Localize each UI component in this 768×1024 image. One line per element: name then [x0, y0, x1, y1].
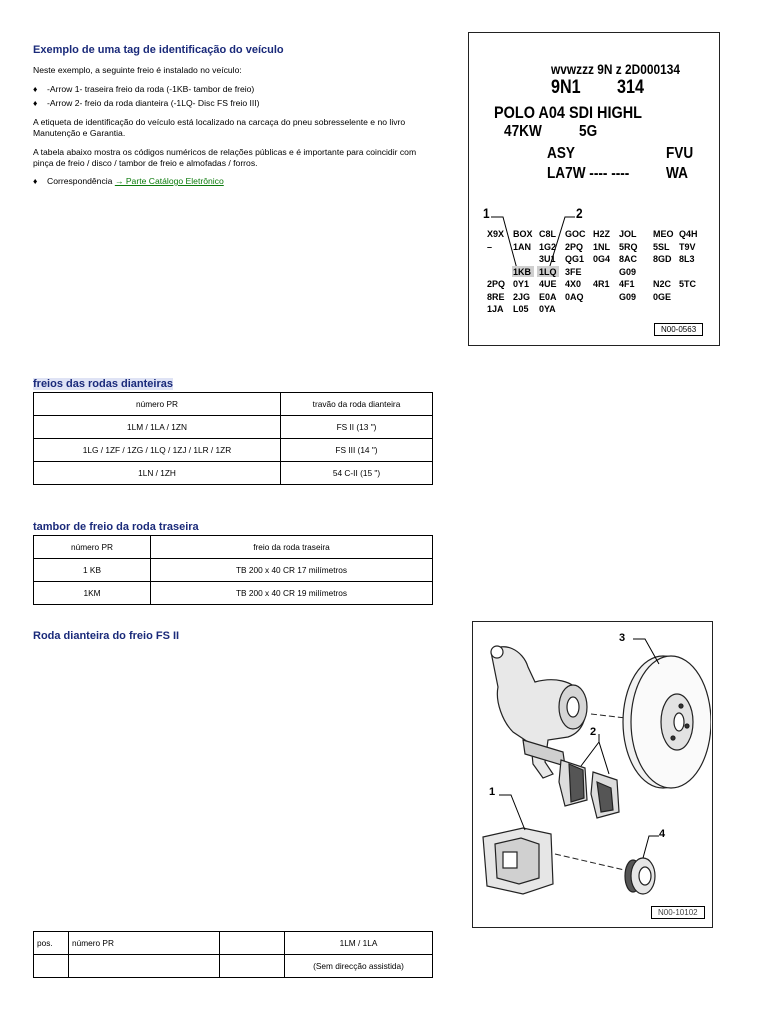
- table-row: [34, 439, 433, 462]
- pr-code: C8L: [539, 229, 557, 239]
- table-header: número PR: [34, 536, 151, 559]
- pr-code: 4UE: [539, 279, 557, 289]
- pr-code: 4X0: [565, 279, 582, 289]
- pr-code: MEO: [653, 229, 674, 239]
- table-cell: [69, 955, 220, 978]
- section-title-fs2: Roda dianteira do freio FS II: [33, 630, 180, 642]
- table-header-row: [34, 536, 433, 559]
- pr-code: QG1: [565, 254, 585, 264]
- pr-code: 2JG: [513, 291, 531, 302]
- diamond-bullet-icon: ♦: [33, 84, 38, 94]
- pr-code: G09: [619, 291, 637, 302]
- pr-code: 0AQ: [565, 291, 584, 302]
- table-row: [34, 582, 433, 605]
- table-header: travão da roda dianteira: [281, 393, 433, 416]
- table-cell: 1 KB: [34, 559, 151, 582]
- brake-assembly-figure: [472, 621, 713, 928]
- table-cell: (Sem direcção assistida): [285, 955, 433, 978]
- tag-model-name: POLO A04 SDI HIGHL: [494, 103, 643, 122]
- table-cell: FS III (14 "): [281, 439, 433, 462]
- pr-code: BOX: [513, 229, 533, 239]
- table-cell: FS II (13 "): [281, 416, 433, 439]
- table-cell: pos.: [34, 932, 69, 955]
- table-row: [34, 932, 433, 955]
- table-cell: [34, 955, 69, 978]
- callout-label-2: 2: [590, 726, 597, 738]
- pr-code: 4F1: [619, 279, 635, 289]
- pr-code: 3FE: [565, 266, 582, 277]
- table-cell: 1LG / 1ZF / 1ZG / 1LQ / 1ZJ / 1LR / 1ZR: [34, 439, 281, 462]
- tag-model-code: 9N1: [551, 77, 581, 98]
- pr-code: –: [487, 241, 493, 252]
- tag-model-number: 314: [617, 77, 644, 98]
- pr-code: L05: [513, 304, 529, 314]
- diamond-bullet-icon: ♦: [33, 176, 38, 186]
- bullet-item: ♦ -Arrow 2- freio da roda dianteira (-1LQ- Disc FS freio III): [33, 98, 260, 108]
- arrow-label-1: 1: [483, 205, 490, 221]
- pr-code: N2C: [653, 279, 672, 289]
- figure-ref-tag: N00-0563: [654, 323, 703, 336]
- pr-code: 5RQ: [619, 241, 638, 252]
- table-cell: 1LM / 1LA / 1ZN: [34, 416, 281, 439]
- bullet-item: ♦ -Arrow 1- traseira freio da roda (-1KB- tambor de freio): [33, 84, 255, 94]
- tag-vin-line: wvwzzz 9N z 2D000134: [551, 61, 680, 77]
- table-row: [34, 462, 433, 485]
- rear-drum-table: [33, 535, 433, 605]
- paragraph-label-location: A etiqueta de identificação do veículo está localizado na carcaça do pneu sobresselente e no livro Manutenção e Garantia.: [33, 117, 406, 138]
- correspondence-item: ♦ Correspondência → Parte Catálogo Eletrônico: [33, 176, 224, 186]
- section-title-front-brakes: freios das rodas dianteiras: [33, 378, 173, 390]
- tag-gearbox-code: FVU: [666, 145, 694, 162]
- arrow-label-2: 2: [576, 205, 583, 221]
- table-header: freio da roda traseira: [151, 536, 433, 559]
- pr-code: 5SL: [653, 241, 670, 252]
- tag-paint-code: LA7W ---- ----: [547, 165, 630, 182]
- pr-code: 8RE: [487, 291, 505, 302]
- pr-code: 1JA: [487, 304, 504, 314]
- pr-code: 0YA: [539, 304, 556, 314]
- pr-code: 8L3: [679, 254, 695, 264]
- section-title-rear-drum: tambor de freio da roda traseira: [33, 521, 199, 533]
- table-cell: [220, 955, 285, 978]
- tag-engine-code: ASY: [547, 145, 575, 162]
- pr-code: 0GE: [653, 291, 672, 302]
- pr-code: H2Z: [593, 229, 611, 239]
- table-cell: [220, 932, 285, 955]
- pr-code: 8GD: [653, 254, 672, 264]
- callout-label-3: 3: [619, 632, 626, 644]
- table-cell: 1KM: [34, 582, 151, 605]
- table-header: número PR: [34, 393, 281, 416]
- pr-code: 3U1: [539, 254, 556, 264]
- diamond-bullet-icon: ♦: [33, 98, 38, 108]
- pr-code: 1AN: [513, 241, 532, 252]
- pr-code: E0A: [539, 291, 557, 302]
- pr-code: 2PQ: [565, 241, 584, 252]
- paragraph-table-info: A tabela abaixo mostra os códigos numéricos de relações públicas e é importante para coincidir com pinça de freio / disco / tambor de freio e almofadas / forros.: [33, 147, 417, 168]
- pr-code: JOL: [619, 229, 637, 239]
- tag-power: 47KW: [504, 123, 542, 140]
- table-cell: TB 200 x 40 CR 19 milímetros: [151, 582, 433, 605]
- table-row: [34, 955, 433, 978]
- figure-ref-brake: N00-10102: [651, 906, 705, 919]
- table-cell: número PR: [69, 932, 220, 955]
- pr-code: 0G4: [593, 254, 611, 264]
- pr-code: Q4H: [679, 229, 698, 239]
- catalog-link[interactable]: → Parte Catálogo Eletrônico: [114, 176, 224, 186]
- fs2-parts-table: [33, 931, 433, 978]
- pr-code: GOC: [565, 229, 586, 239]
- pr-code: X9X: [487, 229, 505, 239]
- brake-exploded-drawing: [473, 622, 711, 926]
- table-row: [34, 416, 433, 439]
- pr-code: 1LQ: [539, 266, 557, 277]
- pr-code: G09: [619, 266, 637, 277]
- pr-code: 1G2: [539, 241, 557, 252]
- table-header-row: [34, 393, 433, 416]
- table-cell: 1LN / 1ZH: [34, 462, 281, 485]
- pr-code: 0Y1: [513, 279, 530, 289]
- vehicle-tag-figure: [468, 32, 720, 346]
- front-brakes-table: [33, 392, 433, 485]
- pr-code: 1NL: [593, 241, 611, 252]
- tag-interior-code: WA: [666, 165, 688, 182]
- pr-code: 8AC: [619, 254, 638, 264]
- table-cell: 54 C-II (15 "): [281, 462, 433, 485]
- intro-text: Neste exemplo, a seguinte freio é instalado no veículo:: [33, 65, 242, 75]
- table-cell: TB 200 x 40 CR 17 milímetros: [151, 559, 433, 582]
- section-title-tag-example: Exemplo de uma tag de identificação do veículo: [33, 44, 284, 56]
- callout-label-4: 4: [659, 828, 666, 840]
- table-row: [34, 559, 433, 582]
- table-cell: 1LM / 1LA: [285, 932, 433, 955]
- arrow-lines: [469, 33, 721, 347]
- callout-label-1: 1: [489, 786, 496, 798]
- pr-code: T9V: [679, 241, 696, 252]
- pr-code: 4R1: [593, 279, 610, 289]
- pr-code: 2PQ: [487, 279, 506, 289]
- tag-gearbox: 5G: [579, 123, 598, 140]
- pr-code: 1KB: [513, 266, 532, 277]
- pr-code: 5TC: [679, 279, 697, 289]
